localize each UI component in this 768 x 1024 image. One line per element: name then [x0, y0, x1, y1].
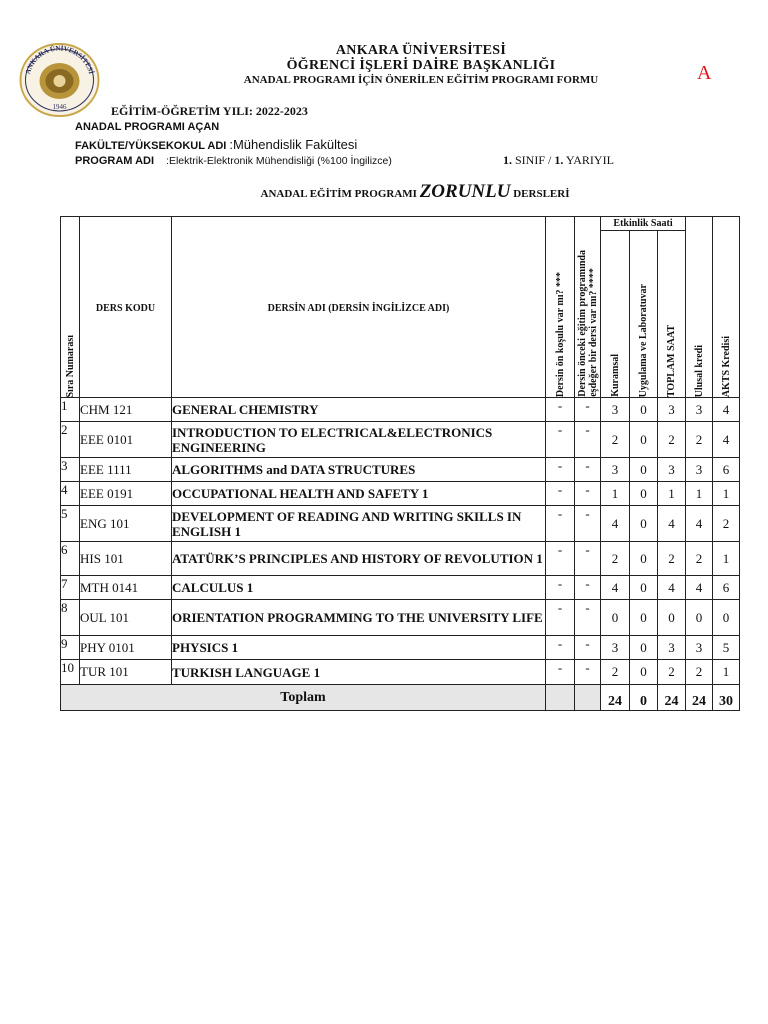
total-hours: 0: [658, 600, 686, 636]
equivalent-cell: -: [575, 506, 601, 542]
prereq-cell: -: [546, 576, 575, 600]
course-name: TURKISH LANGUAGE 1: [172, 660, 546, 685]
equivalent-cell: -: [575, 458, 601, 482]
total-hours: 3: [658, 458, 686, 482]
table-row: [61, 482, 740, 506]
header-name: DERSİN ADI (DERSİN İNGİLİZCE ADI): [172, 217, 546, 398]
total-lab: 0: [630, 685, 658, 711]
total-hours: 2: [658, 422, 686, 458]
lab-hours: 0: [630, 660, 658, 685]
university-title: ANKARA ÜNİVERSİTESİ: [335, 43, 507, 58]
theory-hours: 0: [601, 600, 630, 636]
section-emphasis: ZORUNLU: [419, 181, 511, 202]
course-name: PHYSICS 1: [172, 636, 546, 660]
lab-hours: 0: [630, 482, 658, 506]
row-number: 1: [61, 398, 80, 422]
course-name: CALCULUS 1: [172, 576, 546, 600]
header-equivalent: Dersin önceki eğitim programında eşdeğer bir dersi var mı? ****: [575, 217, 601, 398]
header-activity: Etkinlik Saati: [601, 217, 686, 231]
national-credit: 1: [686, 482, 713, 506]
lab-hours: 0: [630, 542, 658, 576]
prereq-cell: -: [546, 542, 575, 576]
prereq-cell: -: [546, 482, 575, 506]
totals-row: [61, 685, 740, 711]
table-row: [61, 422, 740, 458]
table-row: [61, 542, 740, 576]
theory-hours: 4: [601, 506, 630, 542]
ects-credit: 6: [713, 576, 740, 600]
national-credit: 3: [686, 636, 713, 660]
section-prefix: ANADAL EĞİTİM PROGRAMI: [260, 188, 420, 200]
term-label: YARIYIL: [563, 153, 614, 167]
theory-hours: 3: [601, 398, 630, 422]
ects-credit: 0: [713, 600, 740, 636]
term-number: 1.: [554, 153, 564, 167]
header-code: DERS KODU: [80, 217, 172, 398]
equivalent-cell: -: [575, 636, 601, 660]
theory-hours: 2: [601, 542, 630, 576]
class-term-line: [503, 153, 614, 168]
equivalent-cell: -: [575, 660, 601, 685]
class-label: SINIF /: [512, 153, 555, 167]
prereq-cell: -: [546, 506, 575, 542]
ects-credit: 6: [713, 458, 740, 482]
course-code: EEE 1111: [80, 458, 172, 482]
row-number: 9: [61, 636, 80, 660]
seal-year: 1946: [52, 103, 67, 111]
lab-hours: 0: [630, 506, 658, 542]
course-name: OCCUPATIONAL HEALTH AND SAFETY 1: [172, 482, 546, 506]
lab-hours: 0: [630, 636, 658, 660]
table-row: [61, 398, 740, 422]
row-number: 2: [61, 422, 80, 458]
ects-credit: 5: [713, 636, 740, 660]
lab-hours: 0: [630, 458, 658, 482]
total-hours: 3: [658, 636, 686, 660]
row-number: 3: [61, 458, 80, 482]
total-hours: 2: [658, 542, 686, 576]
equivalent-cell: -: [575, 542, 601, 576]
total-hours: 1: [658, 482, 686, 506]
row-number: 10: [61, 660, 80, 685]
row-number: 6: [61, 542, 80, 576]
lab-hours: 0: [630, 422, 658, 458]
equivalent-cell: -: [575, 576, 601, 600]
course-code: EEE 0101: [80, 422, 172, 458]
header-sira: Sıra Numarası: [61, 217, 80, 398]
header-total-hours: TOPLAM SAAT: [658, 231, 686, 398]
equivalent-cell: -: [575, 398, 601, 422]
ects-credit: 4: [713, 422, 740, 458]
header-lab: Uygulama ve Laboratuvar: [630, 231, 658, 398]
national-credit: 2: [686, 542, 713, 576]
ects-credit: 2: [713, 506, 740, 542]
prereq-cell: -: [546, 636, 575, 660]
national-credit: 2: [686, 422, 713, 458]
totals-empty-cell: [546, 685, 575, 711]
theory-hours: 4: [601, 576, 630, 600]
section-suffix: DERSLERİ: [510, 188, 570, 200]
row-number: 5: [61, 506, 80, 542]
lab-hours: 0: [630, 600, 658, 636]
total-hours: 2: [658, 660, 686, 685]
course-code: EEE 0191: [80, 482, 172, 506]
faculty-value: :Mühendislik Fakültesi: [229, 137, 358, 152]
totals-empty-cell: [575, 685, 601, 711]
program-value: :Elektrik-Elektronik Mühendisliği (%100 İngilizce): [166, 155, 392, 167]
department-title: ÖĞRENCİ İŞLERİ DAİRE BAŞKANLIĞI: [286, 58, 556, 73]
prereq-cell: -: [546, 398, 575, 422]
prereq-cell: -: [546, 422, 575, 458]
table-row: [61, 600, 740, 636]
table-row: [61, 576, 740, 600]
header-prereq: Dersin ön koşulu var mı? ***: [546, 217, 575, 398]
course-code: ENG 101: [80, 506, 172, 542]
national-credit: 4: [686, 506, 713, 542]
class-number: 1.: [503, 153, 512, 167]
equivalent-cell: -: [575, 600, 601, 636]
program-label: PROGRAM ADI: [75, 155, 155, 167]
equivalent-cell: -: [575, 422, 601, 458]
course-name: DEVELOPMENT OF READING AND WRITING SKILLS IN ENGLISH 1: [172, 506, 546, 542]
program-opener-label: ANADAL PROGRAMI AÇAN: [75, 121, 220, 133]
table-row: [61, 506, 740, 542]
total-hours: 4: [658, 576, 686, 600]
course-name: ATATÜRK’S PRINCIPLES AND HISTORY OF REVOLUTION 1: [172, 542, 546, 576]
ects-credit: 1: [713, 542, 740, 576]
form-variant-letter: A: [697, 62, 712, 84]
national-credit: 0: [686, 600, 713, 636]
header-national: Ulusal kredi: [686, 217, 713, 398]
course-code: HIS 101: [80, 542, 172, 576]
national-credit: 2: [686, 660, 713, 685]
faculty-label: FAKÜLTE/YÜKSEKOKUL ADI: [75, 140, 227, 152]
table-row: [61, 660, 740, 685]
section-title: [0, 181, 768, 203]
seal-text: ANKARA ÜNİVERSİTESİ: [23, 44, 96, 76]
course-name: ALGORITHMS and DATA STRUCTURES: [172, 458, 546, 482]
prereq-cell: -: [546, 458, 575, 482]
course-name: ORIENTATION PROGRAMMING TO THE UNIVERSITY LIFE: [172, 600, 546, 636]
ects-credit: 4: [713, 398, 740, 422]
table-row: [61, 458, 740, 482]
total-hours: 4: [658, 506, 686, 542]
equivalent-cell: -: [575, 482, 601, 506]
course-code: PHY 0101: [80, 636, 172, 660]
theory-hours: 2: [601, 660, 630, 685]
total-hours-sum: 24: [658, 685, 686, 711]
prereq-cell: -: [546, 660, 575, 685]
table-row: [61, 636, 740, 660]
header-theory: Kuramsal: [601, 231, 630, 398]
lab-hours: 0: [630, 398, 658, 422]
program-line: [75, 153, 392, 168]
row-number: 7: [61, 576, 80, 600]
national-credit: 3: [686, 398, 713, 422]
prereq-cell: -: [546, 600, 575, 636]
form-title: ANADAL PROGRAMI İÇİN ÖNERİLEN EĞİTİM PROGRAMI FORMU: [243, 74, 599, 86]
course-code: TUR 101: [80, 660, 172, 685]
course-code: OUL 101: [80, 600, 172, 636]
national-credit: 3: [686, 458, 713, 482]
total-ects: 30: [713, 685, 740, 711]
theory-hours: 3: [601, 458, 630, 482]
theory-hours: 2: [601, 422, 630, 458]
national-credit: 4: [686, 576, 713, 600]
totals-label: Toplam: [61, 685, 546, 711]
header-ects: AKTS Kredisi: [713, 217, 740, 398]
course-name: GENERAL CHEMISTRY: [172, 398, 546, 422]
ects-credit: 1: [713, 660, 740, 685]
total-theory: 24: [601, 685, 630, 711]
total-national: 24: [686, 685, 713, 711]
course-name: INTRODUCTION TO ELECTRICAL&ELECTRONICS ENGINEERING: [172, 422, 546, 458]
course-table: [60, 216, 740, 711]
row-number: 4: [61, 482, 80, 506]
ects-credit: 1: [713, 482, 740, 506]
row-number: 8: [61, 600, 80, 636]
course-code: MTH 0141: [80, 576, 172, 600]
academic-year: EĞİTİM-ÖĞRETİM YILI: 2022-2023: [111, 104, 308, 118]
total-hours: 3: [658, 398, 686, 422]
theory-hours: 1: [601, 482, 630, 506]
theory-hours: 3: [601, 636, 630, 660]
lab-hours: 0: [630, 576, 658, 600]
faculty-line: [75, 137, 357, 153]
course-code: CHM 121: [80, 398, 172, 422]
